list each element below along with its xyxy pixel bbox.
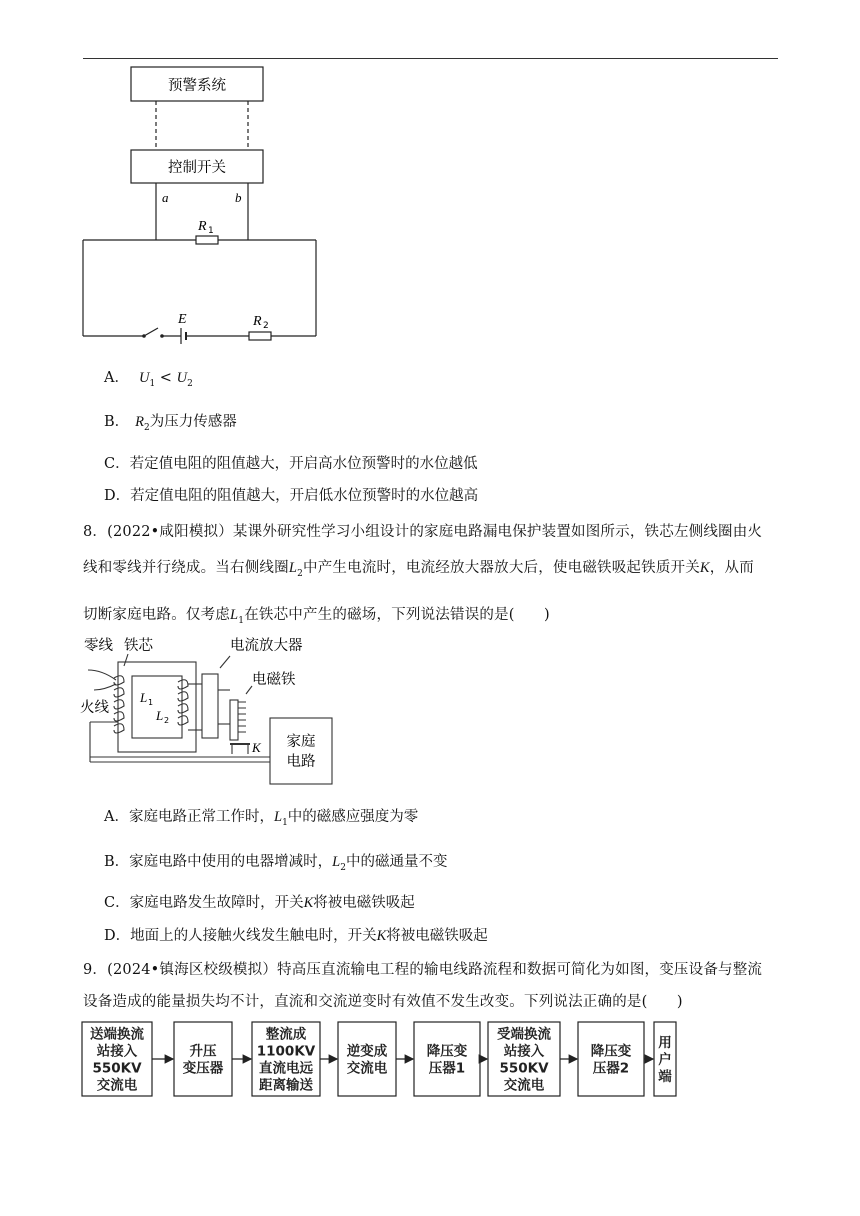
flow-box-7 bbox=[578, 1022, 644, 1096]
r1-label: R bbox=[198, 219, 207, 234]
q7-option-a: A． $U_1 < U_2$ bbox=[104, 370, 193, 389]
flow-box-6-line-2: 站接入 bbox=[503, 1043, 545, 1060]
flow-box-5 bbox=[414, 1022, 480, 1096]
flow-box-4-line-1: 逆变成 bbox=[346, 1043, 388, 1060]
coil-l2-label: L bbox=[156, 708, 164, 723]
r2-label: R bbox=[253, 314, 262, 329]
flow-box-7-line-1: 降压变 bbox=[590, 1043, 632, 1060]
live-wire-label: 火线 bbox=[80, 700, 109, 716]
flow-box-5-line-2: 压器1 bbox=[428, 1060, 466, 1077]
home-circuit-label-2: 电路 bbox=[286, 754, 316, 770]
battery-e-label: E bbox=[178, 312, 187, 327]
coil-l2-subscript: 2 bbox=[164, 716, 170, 725]
flow-box-4-line-2: 交流电 bbox=[346, 1060, 388, 1077]
q7-option-c: C．若定值电阻的阻值越大，开启高水位预警时的水位越低 bbox=[104, 456, 478, 472]
neutral-wire-label: 零线 bbox=[84, 638, 113, 654]
flow-box-2-line-1: 升压 bbox=[189, 1043, 217, 1060]
flow-box-1-line-1: 送端换流 bbox=[90, 1026, 144, 1043]
q7-option-b: B． $R_2$为压力传感器 bbox=[104, 414, 237, 433]
q7-option-d: D．若定值电阻的阻值越大，开启低水位预警时的水位越高 bbox=[104, 488, 479, 504]
warning-system-label: 预警系统 bbox=[168, 78, 226, 94]
q8-stem-line2: 线和零线并行绕成。当右侧线圈$L_2$中产生电流时，电流经放大器放大后，使电磁铁吸起铁质开关K，从而 bbox=[83, 560, 754, 579]
flow-box-6-line-3: 550KV bbox=[499, 1060, 549, 1077]
r1-subscript: 1 bbox=[208, 226, 214, 236]
flow-box-6-line-1: 受端换流 bbox=[497, 1026, 551, 1043]
flow-box-8-line-2: 户 bbox=[658, 1052, 672, 1068]
terminal-b-label: b bbox=[235, 190, 242, 205]
flow-box-8 bbox=[654, 1022, 676, 1096]
terminal-a-label: a bbox=[162, 190, 169, 205]
flow-box-3-line-2: 1100KV bbox=[256, 1043, 316, 1060]
flow-box-6 bbox=[488, 1022, 560, 1096]
switch-k-label: K bbox=[252, 740, 261, 755]
q9-stem-line2: 设备造成的能量损失均不计，直流和交流逆变时有效值不发生改变。下列说法正确的是( ) bbox=[83, 994, 683, 1010]
r2-subscript: 2 bbox=[263, 321, 269, 331]
coil-l1-label: L bbox=[140, 690, 148, 705]
home-circuit-label-1: 家庭 bbox=[286, 734, 316, 750]
q8-option-d: D．地面上的人接触火线发生触电时，开关K将被电磁铁吸起 bbox=[104, 928, 488, 944]
flow-box-1-line-3: 550KV bbox=[92, 1060, 142, 1077]
q9-stem-line1: 9．(2024•镇海区校级模拟）特高压直流输电工程的输电线路流程和数据可简化为如图，变压设备与整流 bbox=[83, 962, 763, 978]
flow-box-5-line-1: 降压变 bbox=[426, 1043, 468, 1060]
q8-stem-line3: 切断家庭电路。仅考虑$L_1$在铁芯中产生的磁场，下列说法错误的是( ) bbox=[83, 607, 550, 626]
header-rule bbox=[83, 58, 778, 59]
control-switch-label: 控制开关 bbox=[168, 160, 226, 176]
q8-option-c: C．家庭电路发生故障时，开关K将被电磁铁吸起 bbox=[104, 895, 415, 911]
flow-box-8-line-3: 端 bbox=[658, 1069, 672, 1085]
flow-box-1-line-4: 交流电 bbox=[96, 1077, 138, 1094]
flow-box-3-line-1: 整流成 bbox=[265, 1026, 307, 1043]
warning-circuit-diagram bbox=[78, 62, 328, 347]
electromagnet-label: 电磁铁 bbox=[252, 672, 296, 688]
flow-box-7-line-2: 压器2 bbox=[592, 1060, 630, 1077]
amplifier-label: 电流放大器 bbox=[230, 638, 303, 654]
coil-l1-subscript: 1 bbox=[148, 698, 154, 707]
flow-box-8-line-1: 用 bbox=[658, 1035, 672, 1051]
flow-box-2-line-2: 变压器 bbox=[182, 1060, 224, 1077]
leakage-protector-diagram bbox=[80, 632, 340, 787]
flow-box-6-line-4: 交流电 bbox=[503, 1077, 545, 1094]
flow-box-1 bbox=[82, 1022, 152, 1096]
q8-stem-line1: 8．(2022•咸阳模拟）某课外研究性学习小组设计的家庭电路漏电保护装置如图所示，铁芯左侧线圈由火 bbox=[83, 524, 763, 540]
q8-option-b: B．家庭电路中使用的电器增减时，$L_2$中的磁通量不变 bbox=[104, 854, 448, 873]
flow-box-4 bbox=[338, 1022, 396, 1096]
flow-box-1-line-2: 站接入 bbox=[96, 1043, 138, 1060]
transmission-flow-diagram bbox=[80, 1018, 685, 1100]
q8-option-a: A．家庭电路正常工作时，$L_1$中的磁感应强度为零 bbox=[104, 809, 419, 828]
flow-box-3-line-4: 距离输送 bbox=[259, 1077, 313, 1094]
flow-box-3 bbox=[252, 1022, 320, 1096]
iron-core-label: 铁芯 bbox=[124, 638, 153, 654]
flow-box-3-line-3: 直流电远 bbox=[259, 1060, 313, 1077]
flow-box-2 bbox=[174, 1022, 232, 1096]
